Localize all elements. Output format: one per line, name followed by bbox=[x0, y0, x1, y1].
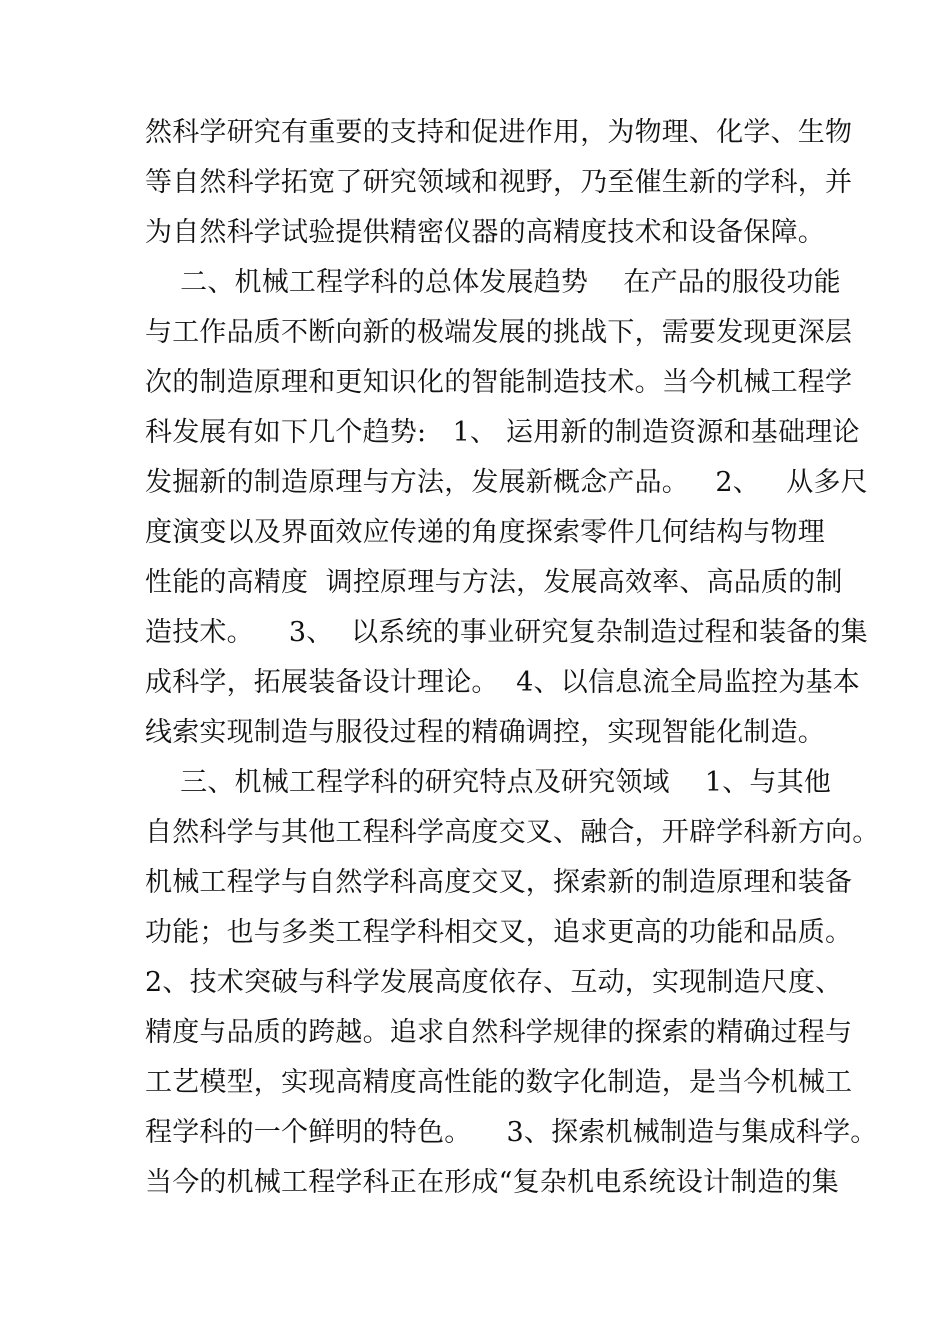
text-line: 精度与品质的跨越。追求自然科学规律的探索的精确过程与 bbox=[145, 1017, 853, 1048]
text-line: 程学科的一个鲜明的特色。 3、探索机械制造与集成科学。 bbox=[145, 1117, 878, 1148]
text-line: 成科学，拓展装备设计理论。 4、以信息流全局监控为基本 bbox=[145, 667, 860, 698]
text-line: 自然科学与其他工程科学高度交叉、融合，开辟学科新方向。 bbox=[145, 817, 880, 848]
text-line: 二、机械工程学科的总体发展趋势 在产品的服役功能 bbox=[145, 267, 841, 298]
text-line: 线索实现制造与服役过程的精确调控，实现智能化制造。 bbox=[145, 717, 825, 748]
text-line: 2、技术突破与科学发展高度依存、互动，实现制造尺度、 bbox=[145, 967, 843, 998]
text-line: 三、机械工程学科的研究特点及研究领域 1、与其他 bbox=[145, 767, 832, 798]
text-line: 为自然科学试验提供精密仪器的高精度技术和设备保障。 bbox=[145, 217, 825, 248]
text-line: 机械工程学与自然学科高度交叉，探索新的制造原理和装备 bbox=[145, 867, 853, 898]
text-line: 造技术。 3、 以系统的事业研究复杂制造过程和装备的集 bbox=[145, 617, 868, 648]
text-line: 与工作品质不断向新的极端发展的挑战下，需要发现更深层 bbox=[145, 317, 853, 348]
text-line: 次的制造原理和更知识化的智能制造技术。当今机械工程学 bbox=[145, 367, 853, 398]
text-line: 工艺模型，实现高精度高性能的数字化制造，是当今机械工 bbox=[145, 1067, 853, 1098]
text-line: 科发展有如下几个趋势: 1、 运用新的制造资源和基础理论 bbox=[145, 417, 860, 448]
text-line: 当今的机械工程学科正在形成“复杂机电系统设计制造的集 bbox=[145, 1167, 840, 1198]
text-line: 发掘新的制造原理与方法，发展新概念产品。 2、 从多尺 bbox=[145, 467, 868, 498]
text-line: 然科学研究有重要的支持和促进作用，为物理、化学、生物 bbox=[145, 117, 853, 148]
text-line: 度演变以及界面效应传递的角度探索零件几何结构与物理 bbox=[145, 517, 825, 548]
text-line: 功能；也与多类工程学科相交叉，追求更高的功能和品质。 bbox=[145, 917, 853, 948]
text-line: 性能的高精度 调控原理与方法，发展高效率、高品质的制 bbox=[145, 567, 843, 598]
text-line: 等自然科学拓宽了研究领域和视野，乃至催生新的学科，并 bbox=[145, 167, 853, 198]
